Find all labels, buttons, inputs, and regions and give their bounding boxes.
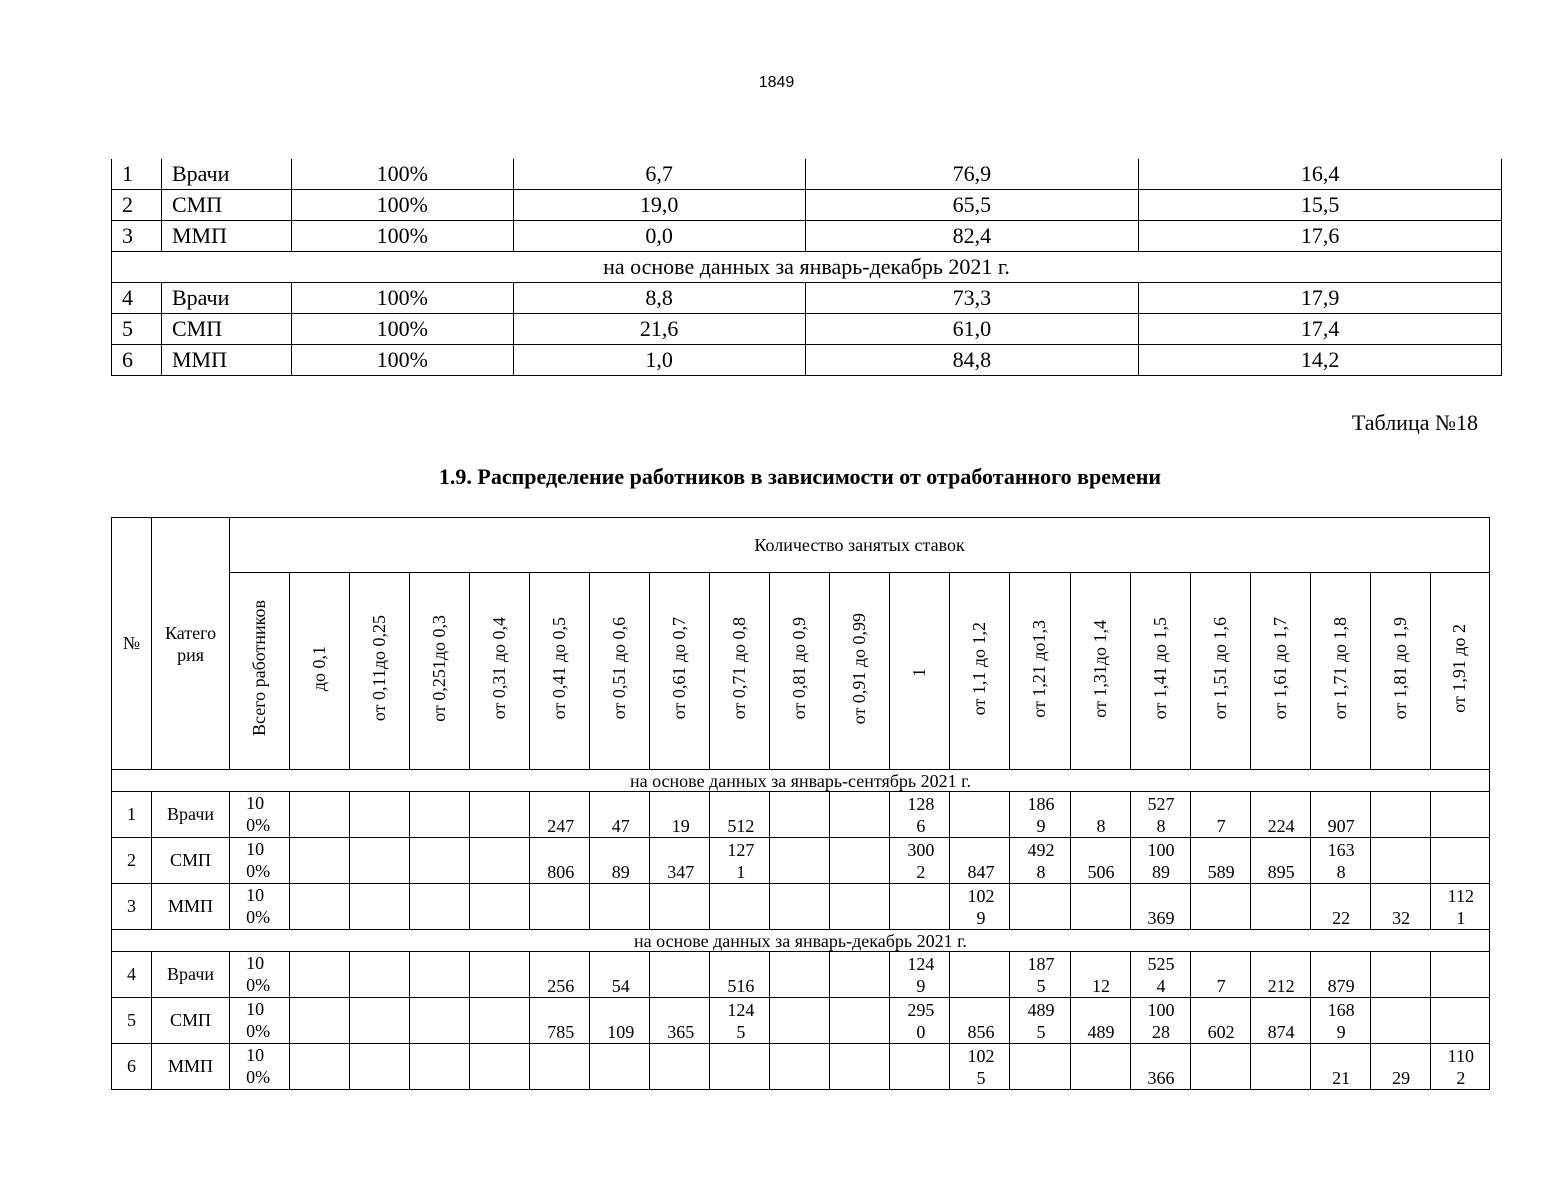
value-cell — [770, 838, 830, 884]
row-percent: 100% — [291, 221, 513, 252]
row-value: 61,0 — [805, 314, 1139, 345]
row-category: СМП — [161, 314, 291, 345]
value-cell — [1250, 1044, 1310, 1090]
value-cell — [830, 884, 890, 930]
row-value: 6,7 — [513, 159, 805, 190]
total-cell: 100% — [230, 884, 290, 930]
column-header-label: от 1,71 до 1,8 — [1329, 617, 1350, 720]
value-cell — [350, 792, 410, 838]
table-row — [112, 159, 1502, 190]
value-cell — [650, 952, 710, 998]
column-header-label: от 1,81 до 1,9 — [1389, 617, 1410, 720]
row-percent: 100% — [291, 345, 513, 376]
row-value: 17,6 — [1139, 221, 1502, 252]
row-category: Врачи — [161, 159, 291, 190]
column-header-label: от 0,11до 0,25 — [369, 615, 390, 722]
column-header — [1010, 573, 1070, 770]
row-percent: 100% — [291, 190, 513, 221]
row-number: 6 — [112, 1044, 152, 1090]
row-value: 82,4 — [805, 221, 1139, 252]
value-cell — [1250, 884, 1310, 930]
value-cell — [1430, 952, 1489, 998]
row-number: 2 — [112, 190, 162, 221]
value-cell — [470, 884, 530, 930]
value-cell: 1025 — [950, 1044, 1010, 1090]
row-number: 1 — [112, 792, 152, 838]
section-label: на основе данных за январь-декабрь 2021 г. — [112, 930, 1490, 952]
value-cell: 1869 — [1010, 792, 1070, 838]
value-cell — [290, 838, 350, 884]
value-cell: 89 — [590, 838, 650, 884]
total-cell: 100% — [230, 838, 290, 884]
value-cell: 1245 — [710, 998, 770, 1044]
column-header — [710, 573, 770, 770]
value-cell — [530, 884, 590, 930]
value-cell: 506 — [1070, 838, 1130, 884]
value-cell: 224 — [1250, 792, 1310, 838]
row-category: ММП — [152, 884, 230, 930]
column-header-label: от 1,51 до 1,6 — [1209, 617, 1230, 720]
total-cell: 100% — [230, 952, 290, 998]
row-value: 17,4 — [1139, 314, 1502, 345]
value-cell: 256 — [530, 952, 590, 998]
row-category: Врачи — [161, 283, 291, 314]
value-cell: 10028 — [1130, 998, 1190, 1044]
row-category: СМП — [152, 838, 230, 884]
value-cell — [890, 884, 950, 930]
value-cell: 785 — [530, 998, 590, 1044]
row-category: ММП — [161, 345, 291, 376]
value-cell: 3002 — [890, 838, 950, 884]
column-header-label: от 1,31до 1,4 — [1089, 619, 1110, 718]
value-cell: 1249 — [890, 952, 950, 998]
section-row — [112, 770, 1490, 792]
value-cell — [710, 1044, 770, 1090]
value-cell — [590, 1044, 650, 1090]
section-title: 1.9. Распределение работников в зависимости от отработанного времени — [438, 464, 1162, 489]
value-cell: 1875 — [1010, 952, 1070, 998]
value-cell: 489 — [1070, 998, 1130, 1044]
value-cell — [650, 1044, 710, 1090]
column-header-label: от 1,21 до1,3 — [1029, 619, 1050, 718]
value-cell — [410, 998, 470, 1044]
value-cell: 602 — [1190, 998, 1250, 1044]
value-cell: 212 — [1250, 952, 1310, 998]
value-cell: 47 — [590, 792, 650, 838]
column-header-label: от 1,91 до 2 — [1449, 624, 1470, 713]
row-number: 3 — [112, 884, 152, 930]
row-value: 84,8 — [805, 345, 1139, 376]
value-cell — [590, 884, 650, 930]
value-cell — [1010, 1044, 1070, 1090]
row-category: Врачи — [152, 952, 230, 998]
column-header — [350, 573, 410, 770]
value-cell: 1286 — [890, 792, 950, 838]
column-header-label: от 0,41 до 0,5 — [549, 617, 570, 720]
value-cell: 4895 — [1010, 998, 1070, 1044]
value-cell: 1121 — [1430, 884, 1489, 930]
table-row — [112, 838, 1490, 884]
value-cell — [830, 1044, 890, 1090]
row-number: 3 — [112, 221, 162, 252]
value-cell: 347 — [650, 838, 710, 884]
column-header — [590, 573, 650, 770]
value-cell — [830, 792, 890, 838]
column-header-label: от 0,71 до 0,8 — [729, 617, 750, 720]
value-cell — [290, 952, 350, 998]
value-cell — [650, 884, 710, 930]
table-row — [112, 1044, 1490, 1090]
row-number: 4 — [112, 952, 152, 998]
value-cell: 874 — [1250, 998, 1310, 1044]
table-row — [112, 221, 1502, 252]
header-number: № — [112, 518, 152, 770]
column-header — [1070, 573, 1130, 770]
value-cell — [350, 952, 410, 998]
value-cell — [1070, 1044, 1130, 1090]
value-cell — [830, 952, 890, 998]
row-value: 1,0 — [513, 345, 805, 376]
row-value: 15,5 — [1139, 190, 1502, 221]
table-row — [112, 283, 1502, 314]
value-cell: 12 — [1070, 952, 1130, 998]
row-value: 0,0 — [513, 221, 805, 252]
row-category: Врачи — [152, 792, 230, 838]
value-cell — [950, 952, 1010, 998]
total-cell: 100% — [230, 1044, 290, 1090]
value-cell: 2950 — [890, 998, 950, 1044]
column-header — [470, 573, 530, 770]
value-cell — [1190, 1044, 1250, 1090]
table-row — [112, 792, 1490, 838]
value-cell: 1638 — [1310, 838, 1370, 884]
header-category: Катего рия — [152, 518, 230, 770]
table-row — [112, 314, 1502, 345]
value-cell — [1010, 884, 1070, 930]
row-value: 17,9 — [1139, 283, 1502, 314]
section-label: на основе данных за январь-сентябрь 2021 г. — [112, 770, 1490, 792]
table-row — [112, 998, 1490, 1044]
row-value: 76,9 — [805, 159, 1139, 190]
value-cell — [350, 1044, 410, 1090]
value-cell — [1430, 998, 1489, 1044]
value-cell — [350, 884, 410, 930]
row-percent: 100% — [291, 314, 513, 345]
column-header-label: Всего работников — [249, 600, 270, 737]
value-cell: 5254 — [1130, 952, 1190, 998]
row-number: 2 — [112, 838, 152, 884]
column-header — [230, 573, 290, 770]
value-cell: 847 — [950, 838, 1010, 884]
value-cell: 5278 — [1130, 792, 1190, 838]
value-cell: 589 — [1190, 838, 1250, 884]
column-header-label: от 0,51 до 0,6 — [609, 617, 630, 720]
table-label: Таблица №18 — [1351, 410, 1478, 435]
value-cell: 247 — [530, 792, 590, 838]
value-cell — [1370, 952, 1430, 998]
column-header-label: от 1,61 до 1,7 — [1269, 617, 1290, 720]
value-cell — [410, 884, 470, 930]
table-row — [112, 345, 1502, 376]
value-cell — [530, 1044, 590, 1090]
value-cell — [770, 884, 830, 930]
column-header-label: от 0,81 до 0,9 — [789, 617, 810, 720]
section-row — [112, 930, 1490, 952]
value-cell: 29 — [1370, 1044, 1430, 1090]
row-value: 65,5 — [805, 190, 1139, 221]
column-header — [890, 573, 950, 770]
value-cell — [1370, 998, 1430, 1044]
value-cell — [770, 792, 830, 838]
section-row — [112, 252, 1502, 283]
row-value: 73,3 — [805, 283, 1139, 314]
table-row — [112, 952, 1490, 998]
column-header-label: 1 — [909, 667, 930, 677]
value-cell — [830, 998, 890, 1044]
value-cell: 4928 — [1010, 838, 1070, 884]
value-cell — [290, 998, 350, 1044]
value-cell: 1102 — [1430, 1044, 1489, 1090]
value-cell: 10089 — [1130, 838, 1190, 884]
header-rates-group: Количество занятых ставок — [230, 518, 1490, 573]
column-header — [650, 573, 710, 770]
column-header — [1430, 573, 1489, 770]
value-cell — [410, 1044, 470, 1090]
row-category: СМП — [161, 190, 291, 221]
row-value: 21,6 — [513, 314, 805, 345]
column-header-label: от 1,41 до 1,5 — [1149, 617, 1170, 720]
table-row — [112, 190, 1502, 221]
row-number: 4 — [112, 283, 162, 314]
value-cell — [290, 792, 350, 838]
value-cell: 1029 — [950, 884, 1010, 930]
value-cell — [1430, 838, 1489, 884]
value-cell — [410, 952, 470, 998]
value-cell: 366 — [1130, 1044, 1190, 1090]
value-cell — [350, 838, 410, 884]
value-cell — [470, 838, 530, 884]
row-number: 5 — [112, 998, 152, 1044]
value-cell — [290, 884, 350, 930]
column-header-label: от 0,91 до 0,99 — [849, 612, 870, 725]
column-header-label: от 0,251до 0,3 — [429, 615, 450, 722]
value-cell — [830, 838, 890, 884]
value-cell — [1190, 884, 1250, 930]
row-value: 14,2 — [1139, 345, 1502, 376]
column-header — [830, 573, 890, 770]
value-cell: 365 — [650, 998, 710, 1044]
value-cell: 879 — [1310, 952, 1370, 998]
column-header-label: от 1,1 до 1,2 — [969, 621, 990, 716]
value-cell: 895 — [1250, 838, 1310, 884]
value-cell — [1070, 884, 1130, 930]
total-cell: 100% — [230, 998, 290, 1044]
value-cell: 109 — [590, 998, 650, 1044]
row-percent: 100% — [291, 159, 513, 190]
column-header — [1310, 573, 1370, 770]
row-number: 5 — [112, 314, 162, 345]
value-cell: 856 — [950, 998, 1010, 1044]
row-category: ММП — [152, 1044, 230, 1090]
table-row — [112, 884, 1490, 930]
value-cell: 7 — [1190, 952, 1250, 998]
value-cell: 1271 — [710, 838, 770, 884]
summary-table — [111, 159, 1502, 376]
value-cell: 512 — [710, 792, 770, 838]
value-cell: 8 — [1070, 792, 1130, 838]
value-cell: 54 — [590, 952, 650, 998]
value-cell — [1370, 792, 1430, 838]
value-cell: 19 — [650, 792, 710, 838]
value-cell: 32 — [1370, 884, 1430, 930]
value-cell — [710, 884, 770, 930]
page-number: 1849 — [758, 74, 795, 91]
column-header — [1190, 573, 1250, 770]
row-value: 8,8 — [513, 283, 805, 314]
value-cell — [350, 998, 410, 1044]
column-header — [1370, 573, 1430, 770]
column-header — [950, 573, 1010, 770]
column-header-label: до 0,1 — [309, 645, 330, 692]
row-category: ММП — [161, 221, 291, 252]
value-cell — [950, 792, 1010, 838]
value-cell — [410, 838, 470, 884]
value-cell: 806 — [530, 838, 590, 884]
value-cell — [470, 1044, 530, 1090]
value-cell — [470, 998, 530, 1044]
value-cell: 907 — [1310, 792, 1370, 838]
value-cell — [770, 1044, 830, 1090]
value-cell — [290, 1044, 350, 1090]
value-cell — [1370, 838, 1430, 884]
column-header — [410, 573, 470, 770]
value-cell: 516 — [710, 952, 770, 998]
value-cell — [470, 792, 530, 838]
value-cell: 22 — [1310, 884, 1370, 930]
row-category: СМП — [152, 998, 230, 1044]
column-header — [530, 573, 590, 770]
value-cell — [410, 792, 470, 838]
column-header — [290, 573, 350, 770]
column-header — [770, 573, 830, 770]
value-cell — [470, 952, 530, 998]
section-label: на основе данных за январь-декабрь 2021 г. — [112, 252, 1502, 283]
value-cell: 7 — [1190, 792, 1250, 838]
column-header-label: от 0,31 до 0,4 — [489, 617, 510, 720]
row-value: 16,4 — [1139, 159, 1502, 190]
value-cell — [890, 1044, 950, 1090]
value-cell: 369 — [1130, 884, 1190, 930]
column-header — [1250, 573, 1310, 770]
value-cell: 1689 — [1310, 998, 1370, 1044]
column-header-label: от 0,61 до 0,7 — [669, 617, 690, 720]
row-value: 19,0 — [513, 190, 805, 221]
row-percent: 100% — [291, 283, 513, 314]
value-cell — [770, 998, 830, 1044]
column-header — [1130, 573, 1190, 770]
total-cell: 100% — [230, 792, 290, 838]
value-cell — [770, 952, 830, 998]
row-number: 6 — [112, 345, 162, 376]
row-number: 1 — [112, 159, 162, 190]
value-cell: 21 — [1310, 1044, 1370, 1090]
distribution-table — [111, 517, 1490, 1090]
value-cell — [1430, 792, 1489, 838]
